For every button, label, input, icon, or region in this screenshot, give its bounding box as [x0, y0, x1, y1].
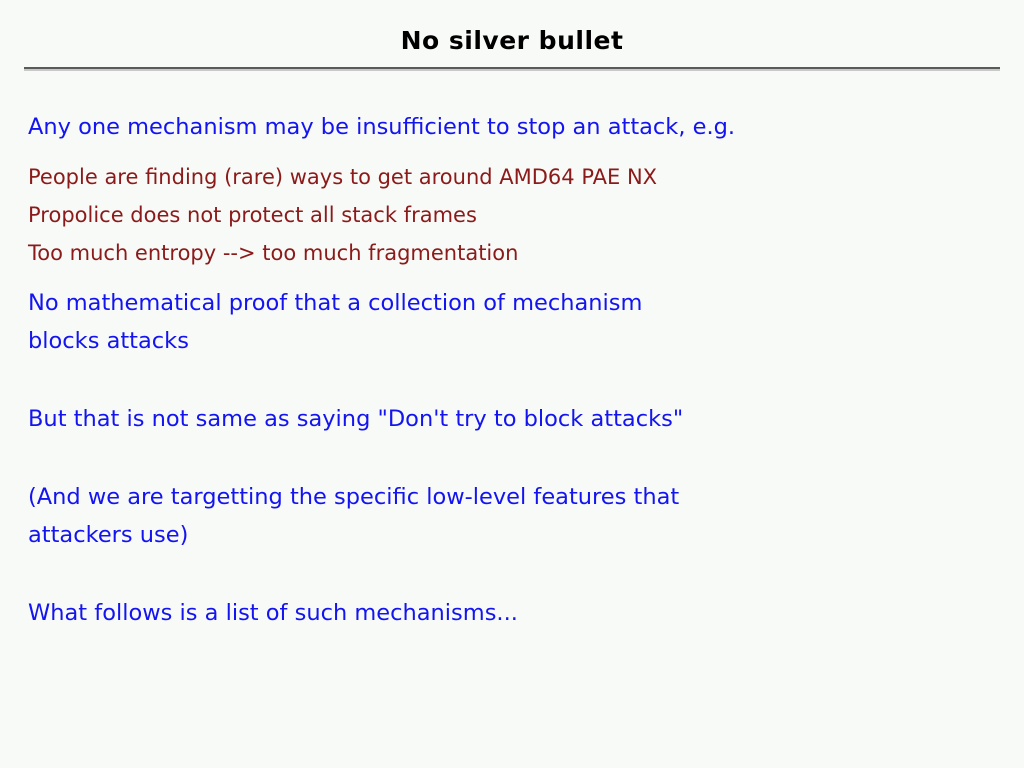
slide-body	[28, 108, 988, 632]
page-title: No silver bullet	[400, 26, 624, 55]
spacer	[28, 554, 988, 594]
spacer	[28, 272, 988, 284]
example-item: Too much entropy --> too much fragmentation	[28, 241, 519, 265]
title-divider	[24, 67, 1000, 71]
paragraph-line: attackers use)	[28, 522, 189, 548]
intro-line: Any one mechanism may be insufficient to stop an attack, e.g.	[28, 114, 736, 140]
spacer	[28, 360, 988, 400]
example-item: Propolice does not protect all stack frames	[28, 203, 477, 227]
paragraph-line: (And we are targetting the specific low-level features that	[28, 484, 680, 510]
paragraph-line: No mathematical proof that a collection of mechanism	[28, 290, 643, 316]
paragraph-line: blocks attacks	[28, 328, 189, 354]
example-item: People are finding (rare) ways to get around AMD64 PAE NX	[28, 165, 658, 189]
spacer	[28, 438, 988, 478]
paragraph-line: But that is not same as saying "Don't try to block attacks"	[28, 406, 684, 432]
spacer	[28, 146, 988, 158]
paragraph-line: What follows is a list of such mechanisms...	[28, 600, 518, 626]
